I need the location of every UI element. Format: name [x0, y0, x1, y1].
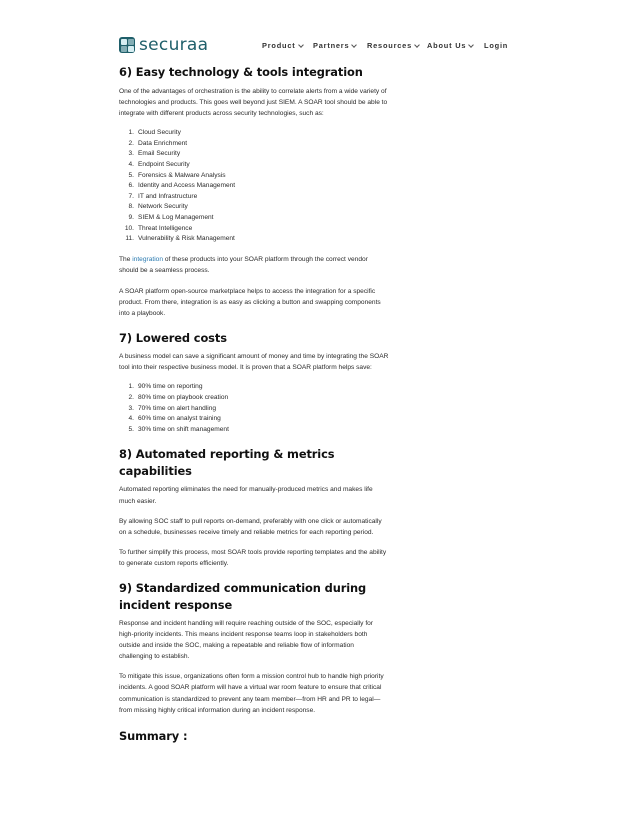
chevron-down-icon	[298, 42, 304, 48]
list-item: 8. Network Security	[128, 203, 188, 211]
section-7-intro: A business model can save a significant amount of money and time by integrating the SOAR tool into their respective business model. It is proven that a SOAR platform helps save:	[119, 353, 389, 372]
section-6-paragraph-3: A SOAR platform open-source marketplace helps to access the integration for a specific product. From there, integration is as easy as clicking a button and swapping components into a playbook.	[119, 288, 381, 318]
article-content	[119, 64, 389, 745]
nav-partners-label: Partners	[313, 41, 350, 50]
nav-resources-label: Resources	[367, 41, 412, 50]
main-nav	[0, 41, 638, 53]
list-item: 9. SIEM & Log Management	[128, 214, 214, 222]
list-item: 5. Forensics & Malware Analysis	[128, 171, 226, 179]
nav-partners[interactable]	[313, 41, 356, 51]
list-item: 2. Data Enrichment	[128, 139, 188, 147]
logo-text: securaa	[139, 35, 209, 55]
section-9-heading: 9) Standardized communication during incident response	[119, 581, 367, 612]
list-item: 5. 30% time on shift management	[128, 425, 229, 433]
nav-login[interactable]	[484, 41, 508, 51]
section-7-list	[119, 382, 389, 435]
integration-link[interactable]: integration	[132, 255, 163, 263]
section-6-list	[119, 128, 389, 245]
nav-about-us-label: About Us	[427, 41, 467, 50]
section-7-heading: 7) Lowered costs	[119, 331, 227, 346]
section-6-intro: One of the advantages of orchestration is the ability to correlate alerts from a wide variety of technologies and products. This goes well beyond just SIEM. A SOAR tool should be able to integrate with different products across security technologies, such as:	[119, 88, 388, 118]
summary-heading: Summary :	[119, 728, 188, 743]
section-8-paragraph-3: To further simplify this process, most SOAR tools provide reporting templates and the ability to generate custom reports efficiently.	[119, 548, 387, 567]
nav-about-us[interactable]	[427, 41, 473, 51]
section-9-paragraph-1: Response and incident handling will require reaching outside of the SOC, especially for high-priority incidents. This means incident response teams loop in stakeholders both outside and inside the SOC, making a repeatable and reliable flow of information challenging to establish.	[119, 620, 374, 661]
list-item: 6. Identity and Access Management	[128, 182, 236, 190]
section-6-paragraph-2: The integration of these products into your SOAR platform through the correct vendor should be a seamless process.	[119, 255, 368, 274]
list-item: 1. 90% time on reporting	[128, 383, 203, 391]
list-item: 4. Endpoint Security	[128, 161, 190, 169]
chevron-down-icon	[468, 42, 474, 48]
section-6-heading: 6) Easy technology & tools integration	[119, 65, 363, 79]
list-item: 3. Email Security	[128, 150, 181, 158]
list-item: 10. Threat Intelligence	[124, 224, 193, 232]
nav-login-label: Login	[484, 41, 509, 50]
nav-product-label: Product	[262, 41, 296, 50]
list-item: 4. 60% time on analyst training	[128, 415, 221, 423]
nav-product[interactable]	[262, 41, 303, 51]
list-item: 11. Vulnerability & Risk Management	[125, 235, 235, 243]
chevron-down-icon	[414, 42, 420, 48]
nav-resources[interactable]	[367, 41, 419, 51]
section-9-paragraph-2: To mitigate this issue, organizations often form a mission control hub to handle high priority incidents. A good SOAR platform will have a virtual war room feature to ensure that critical communication is standardized to prevent any team member—from HR and PR to legal—from missing highly critical information during an incident response.	[119, 673, 384, 714]
list-item: 7. IT and Infrastructure	[128, 192, 198, 200]
section-8-heading: 8) Automated reporting & metrics capabilities	[119, 447, 335, 479]
list-item: 2. 80% time on playbook creation	[128, 394, 229, 402]
list-item: 1. Cloud Security	[128, 129, 181, 137]
section-8-paragraph-2: By allowing SOC staff to pull reports on-demand, preferably with one click or automatically on a schedule, businesses receive timely and reliable metrics for each reporting period.	[119, 517, 382, 536]
chevron-down-icon	[352, 42, 358, 48]
section-8-paragraph-1: Automated reporting eliminates the need for manually-produced metrics and makes life much easier.	[119, 486, 373, 505]
site-header	[0, 0, 638, 60]
list-item: 3. 70% time on alert handling	[128, 404, 217, 412]
